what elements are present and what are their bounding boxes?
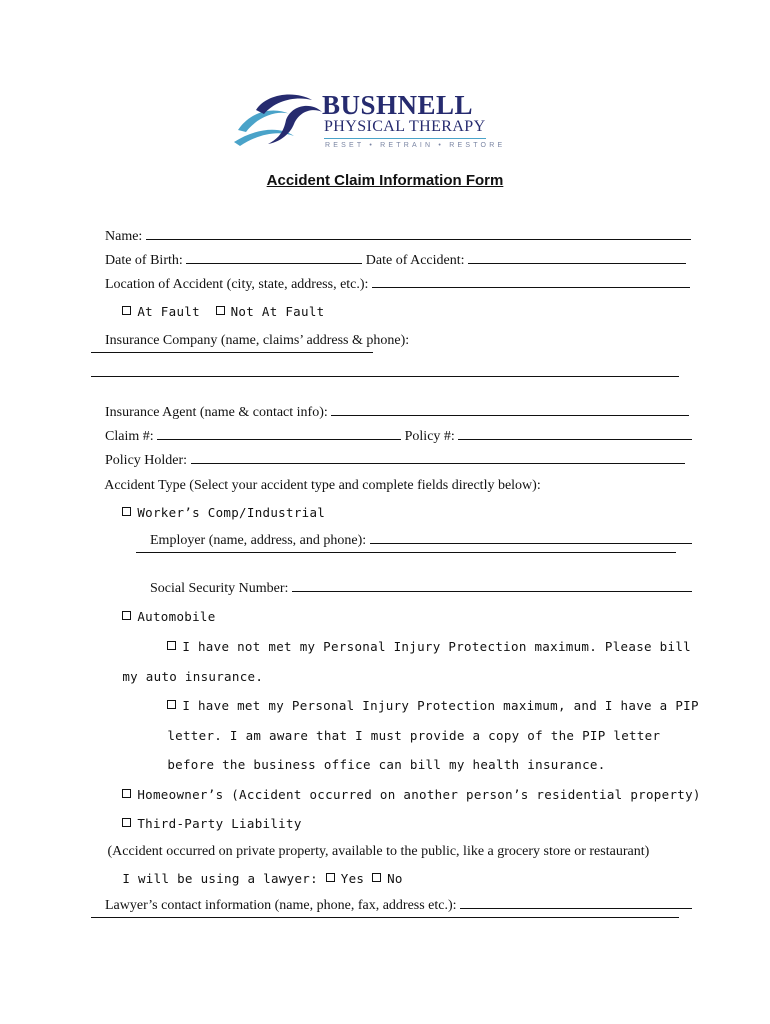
lawyer-no-label: No [387,871,403,886]
location-label: Location of Accident (city, state, address, etc.): [105,277,369,292]
page-title: Accident Claim Information Form [266,172,504,189]
logo-tagline: RESET • RETRAIN • RESTORE [325,142,506,149]
third-party-label: Third-Party Liability [137,816,302,831]
pip-not-met-text-2: my auto insurance. [122,669,264,684]
insurance-company-label: Insurance Company (name, claims’ address & phone): [105,333,410,348]
pip-met-text-1: I have met my Personal Injury Protection maximum, and I have a PIP [182,698,699,713]
automobile-checkbox[interactable] [122,611,131,620]
agent-label: Insurance Agent (name & contact info): [105,405,328,420]
workers-comp-checkbox[interactable] [122,507,131,516]
pip-met-checkbox[interactable] [167,700,176,709]
lawyer-contact-field[interactable] [460,907,692,909]
pip-met-text-2: letter. I am aware that I must provide a copy of the PIP letter [167,728,661,743]
workers-comp-label: Worker’s Comp/Industrial [137,505,326,520]
employer-row [136,514,692,568]
not-at-fault-label: Not At Fault [230,304,325,319]
lawyer-contact-row [91,879,692,933]
automobile-label: Automobile [137,609,216,624]
insurance-company-row [91,314,409,368]
homeowners-label: Homeowner’s (Accident occurred on another person’s residential property) [137,787,701,802]
lawyer-question: I will be using a lawyer: [122,871,318,886]
logo-name: BUSHNELL [322,90,474,120]
pip-met-text-3: before the business office can bill my health insurance. [167,757,606,772]
policy-holder-label: Policy Holder: [105,453,188,468]
claim-label: Claim #: [105,429,154,444]
third-party-note: (Accident occurred on private property, available to the public, like a grocery store or restaurant) [104,844,650,859]
lawyer-yes-label: Yes [340,871,365,886]
dob-label: Date of Birth: [105,253,183,268]
pip-not-met-checkbox[interactable] [167,641,176,650]
accident-type-label: Accident Type (Select your accident type and complete fields directly below): [104,478,541,493]
ssn-label: Social Security Number: [150,581,289,596]
insurance-company-field-2[interactable] [91,375,679,377]
lawyer-contact-label: Lawyer’s contact information (name, phone, fax, address etc.): [105,898,457,913]
bushnell-logo [232,88,506,158]
at-fault-label: At Fault [137,304,200,319]
employer-field-2[interactable] [136,551,676,553]
ssn-row [136,562,692,616]
pip-not-met-text-1: I have not met my Personal Injury Protection maximum. Please bill [182,639,691,654]
employer-label: Employer (name, address, and phone): [150,533,367,548]
insurance-company-field-1[interactable] [91,351,373,353]
logo-subtitle: PHYSICAL THERAPY [324,118,486,135]
lawyer-contact-field-2[interactable] [91,916,679,918]
wave-logo-icon [232,90,324,152]
location-field[interactable] [372,286,690,288]
name-label: Name: [105,229,143,244]
ssn-field[interactable] [292,590,692,592]
policy-label: Policy #: [404,429,455,444]
accident-date-label: Date of Accident: [365,253,465,268]
employer-field[interactable] [370,542,692,544]
logo-divider [324,138,486,139]
